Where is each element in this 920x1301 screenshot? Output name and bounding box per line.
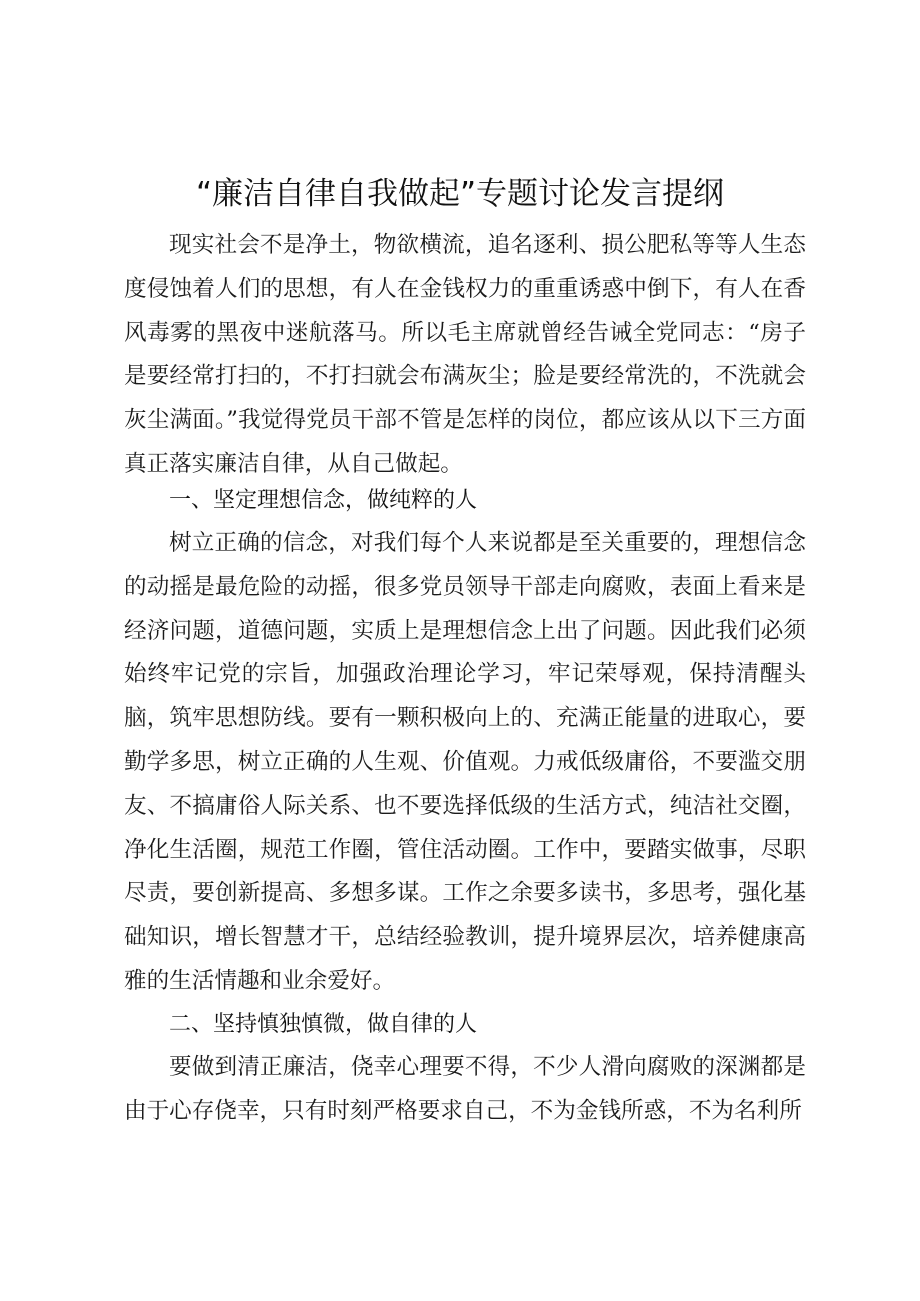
intro-paragraph: 现实社会不是净土，物欲横流，追名逐利、损公肥私等等人生态度侵蚀着人们的思想，有人在金钱权力的重重诱惑中倒下，有人在香风毒雾的黑夜中迷航落马。所以毛主席就曾经告诫全党同志：“房子是要经常打扫的，不打扫就会布满灰尘；脸是要经常洗的，不洗就会灰尘满面。”我觉得党员干部不管是怎样的岗位，都应该从以下三方面真正落实廉洁自律，从自己做起。 xyxy=(124,232,806,477)
section-paragraph-2: 要做到清正廉洁，侥幸心理要不得，不少人滑向腐败的深渊都是由于心存侥幸，只有时刻严格要求自己，不为金钱所惑，不为名利所 xyxy=(124,1054,806,1124)
section-paragraph-1: 树立正确的信念，对我们每个人来说都是至关重要的，理想信念的动摇是最危险的动摇，很多党员领导干部走向腐败，表面上看来是经济问题，道德问题，实质上是理想信念上出了问题。因此我们必须始终牢记党的宗旨，加强政治理论学习，牢记荣辱观，保持清醒头脑，筑牢思想防线。要有一颗积极向上的、充满正能量的进取心，要勤学多思，树立正确的人生观、价值观。力戒低级庸俗，不要滥交朋友、不搞庸俗人际关系、也不要选择低级的生活方式，纯洁社交圈，净化生活圈，规范工作圈，管住活动圈。工作中，要踏实做事，尽职尽责，要创新提高、多想多谋。工作之余要多读书，多思考，强化基础知识，增长智慧才干，总结经验教训，提升境界层次，培养健康高雅的生活情趣和业余爱好。 xyxy=(124,530,806,994)
section-heading-1: 一、坚定理想信念，做纯粹的人 xyxy=(169,488,478,513)
section-heading-2: 二、坚持慎独慎微，做自律的人 xyxy=(169,1012,478,1037)
document-title: “廉洁自律自我做起”专题讨论发言提纲 xyxy=(195,176,725,212)
